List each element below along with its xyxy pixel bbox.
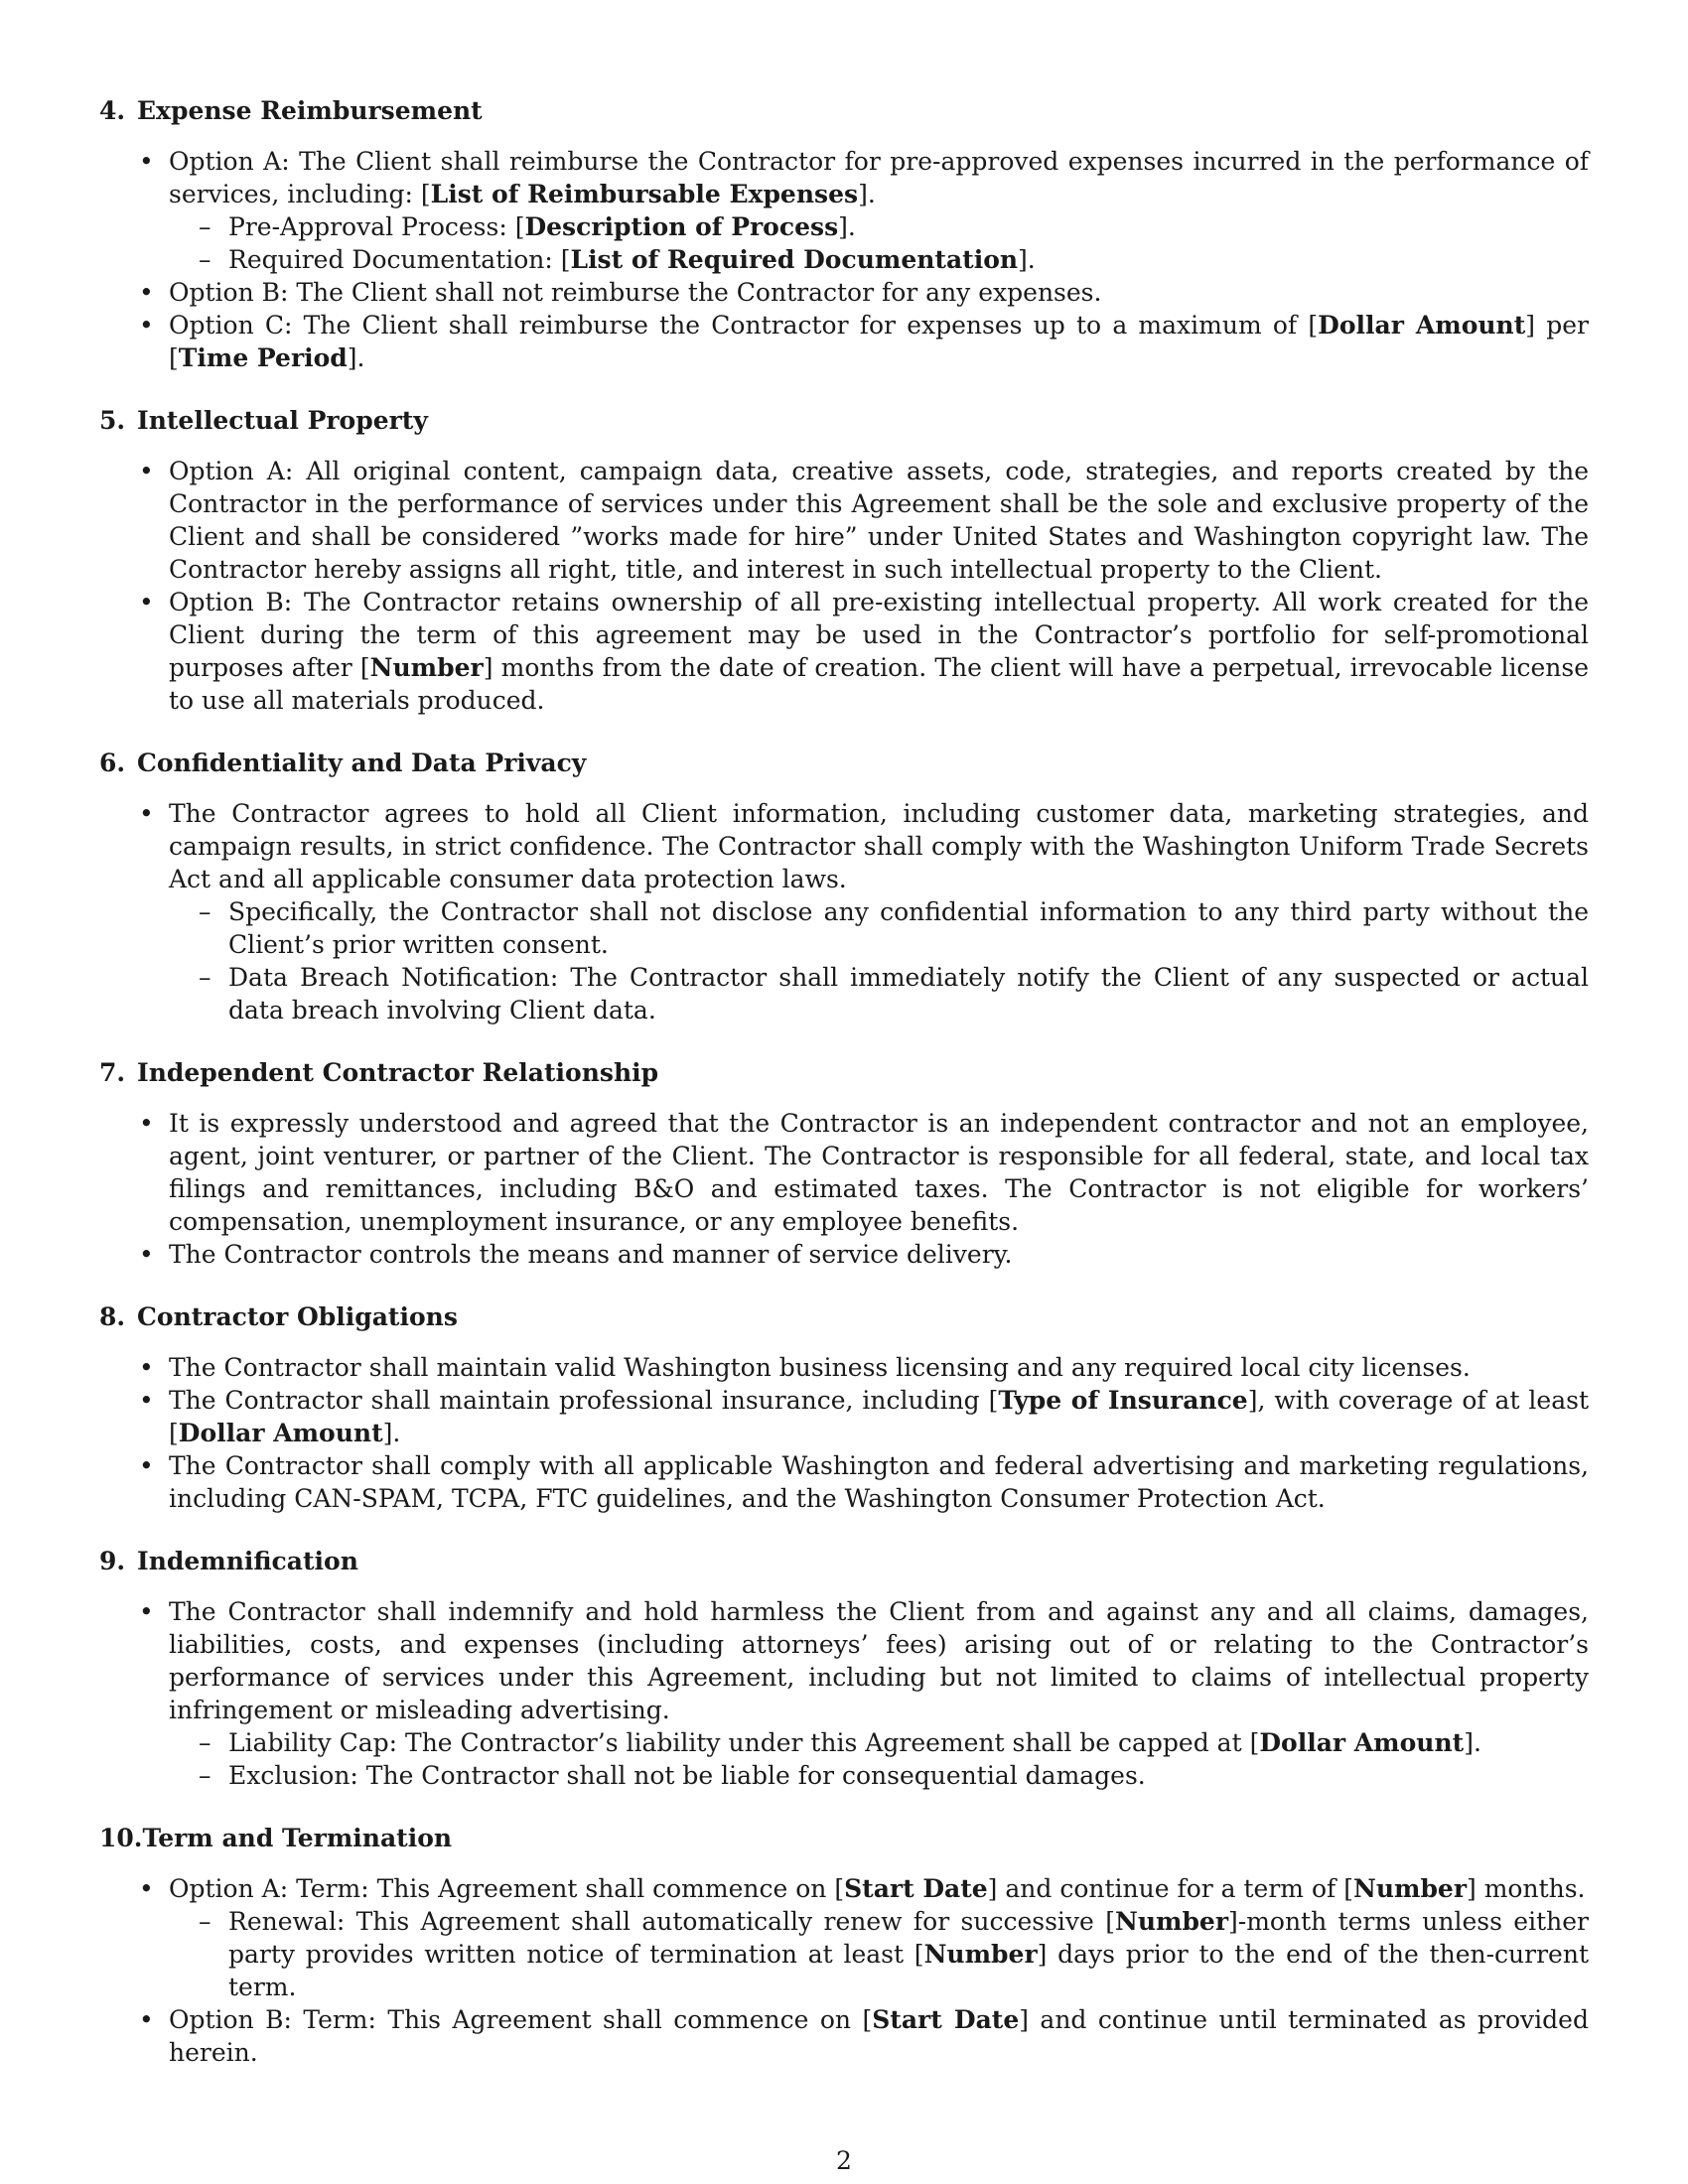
text-run: The Contractor shall comply with all applicable Washington and federal advertising and marketing regulations, including CAN-SPAM, TCPA, FTC guidelines, and the Washington Consumer Protection Act. [169, 1451, 1589, 1513]
section-heading [99, 1300, 1589, 1333]
section-number: 5. [99, 406, 126, 435]
text-run: ]. [838, 212, 856, 241]
list-item [169, 1351, 1589, 1384]
section-title: Expense Reimbursement [137, 96, 483, 125]
section [99, 747, 1589, 1026]
text-run: ], with coverage of at least [ [169, 1386, 1590, 1447]
text-run: ] and continue for a term of [ [987, 1874, 1353, 1903]
section [99, 1822, 1589, 2069]
placeholder-field: Number [923, 1940, 1038, 1969]
text-run: Option B: Term: This Agreement shall commence on [ [169, 2005, 873, 2034]
text-run: ]. [382, 1419, 401, 1447]
section [99, 1545, 1589, 1792]
section-title: Indemnification [137, 1547, 358, 1575]
text-run: ]. [1464, 1728, 1481, 1757]
text-run: Option A: All original content, campaign data, creative assets, code, strategies, and reports created by the Contractor in the performance of services under this Agreement shall be the sole and exclusive property of the Client and shall be considered ”works made for hire” under United States and Washington copyright law. The Contractor hereby assigns all right, title, and interest in such intellectual property to the Client. [169, 457, 1589, 584]
section-title: Intellectual Property [137, 406, 428, 435]
bullet-list [99, 1107, 1589, 1271]
section-number: 10. [99, 1824, 143, 1852]
section-title: Term and Termination [142, 1824, 453, 1852]
section-heading [99, 1056, 1589, 1089]
sub-list-item [228, 1726, 1589, 1759]
list-item [169, 1595, 1589, 1792]
list-item [169, 2003, 1589, 2069]
placeholder-field: Dollar Amount [1318, 311, 1526, 340]
text-run: ]. [1018, 245, 1036, 274]
text-run: ] days prior to the end of the then-current term. [228, 1940, 1589, 2001]
placeholder-field: Start Date [872, 2005, 1020, 2034]
list-item [169, 1449, 1589, 1515]
bullet-list [99, 145, 1589, 374]
sub-list-item [228, 895, 1589, 961]
section-heading [99, 1545, 1589, 1577]
bullet-list [99, 1872, 1589, 2069]
bullet-list [99, 1351, 1589, 1515]
text-run: ] and continue until terminated as provided herein. [169, 2005, 1589, 2067]
sub-list [169, 1905, 1589, 2003]
text-run: Renewal: This Agreement shall automatically renew for successive [ [228, 1907, 1115, 1936]
text-run: ]. [858, 180, 876, 208]
section-heading [99, 1822, 1589, 1854]
list-item [169, 145, 1589, 276]
placeholder-field: Number [369, 653, 484, 682]
section [99, 1056, 1589, 1271]
page-number: 2 [836, 2146, 852, 2175]
section [99, 1300, 1589, 1515]
list-item [169, 1872, 1589, 2003]
section [99, 94, 1589, 374]
section-title: Contractor Obligations [137, 1302, 458, 1331]
text-run: The Contractor shall maintain professional insurance, including [ [169, 1386, 999, 1415]
text-run: Liability Cap: The Contractor’s liability under this Agreement shall be capped at [ [228, 1728, 1260, 1757]
section-title: Confidentiality and Data Privacy [137, 749, 587, 777]
bullet-list [99, 1595, 1589, 1792]
section [99, 404, 1589, 717]
sub-list [169, 1726, 1589, 1792]
text-run: Option B: The Contractor retains ownership of all pre-existing intellectual property. All work created for the Client during the term of this agreement may be used in the Contractor’s portfolio for self-promotional purposes after [ [169, 588, 1589, 682]
list-item [169, 309, 1589, 374]
sub-list-item [228, 210, 1589, 243]
text-run: ] months. [1467, 1874, 1586, 1903]
placeholder-field: Number [1352, 1874, 1468, 1903]
bullet-list [99, 455, 1589, 717]
sub-list [169, 210, 1589, 276]
list-item [169, 276, 1589, 309]
section-heading [99, 747, 1589, 779]
sub-list-item [228, 1759, 1589, 1792]
bullet-list [99, 797, 1589, 1026]
section-heading [99, 404, 1589, 437]
text-run: ] per [ [169, 311, 1590, 372]
section-title: Independent Contractor Relationship [137, 1058, 659, 1087]
list-item [169, 586, 1589, 717]
text-run: Required Documentation: [ [228, 245, 571, 274]
section-number: 8. [99, 1302, 126, 1331]
section-heading [99, 94, 1589, 127]
sub-list-item [228, 243, 1589, 276]
text-run: Option C: The Client shall reimburse the Contractor for expenses up to a maximum of [ [169, 311, 1319, 340]
text-run: Data Breach Notification: The Contractor shall immediately notify the Client of any suspected or actual data breach involving Client data. [228, 963, 1589, 1024]
text-run: ]-month terms unless either party provides written notice of termination at least [ [228, 1907, 1589, 1969]
sub-list-item [228, 1905, 1589, 2003]
sub-list [169, 895, 1589, 1026]
text-run: Option B: The Client shall not reimburse the Contractor for any expenses. [169, 278, 1102, 307]
list-item [169, 455, 1589, 586]
section-number: 6. [99, 749, 126, 777]
placeholder-field: List of Reimbursable Expenses [430, 180, 859, 208]
placeholder-field: Time Period [178, 343, 348, 372]
text-run: Specifically, the Contractor shall not disclose any confidential information to any third party without the Client’s prior written consent. [228, 897, 1589, 959]
section-number: 7. [99, 1058, 126, 1087]
placeholder-field: Description of Process [524, 212, 839, 241]
placeholder-field: List of Required Documentation [570, 245, 1019, 274]
document-page [99, 94, 1589, 2099]
text-run: The Contractor shall indemnify and hold harmless the Client from and against any and all claims, damages, liabilities, costs, and expenses (including attorneys’ fees) arising out of or relating to the Contractor’s performance of services under this Agreement, including but not limited to claims of intellectual property infringement or misleading advertising. [169, 1597, 1589, 1724]
list-item [169, 1384, 1589, 1449]
text-run: Option A: Term: This Agreement shall commence on [ [169, 1874, 845, 1903]
list-item [169, 1238, 1589, 1271]
text-run: The Contractor controls the means and manner of service delivery. [169, 1240, 1013, 1269]
text-run: Pre-Approval Process: [ [228, 212, 525, 241]
text-run: Option A: The Client shall reimburse the Contractor for pre-approved expenses incurred in the performance of services, including: [ [169, 147, 1589, 208]
placeholder-field: Dollar Amount [178, 1419, 383, 1447]
text-run: It is expressly understood and agreed that the Contractor is an independent contractor and not an employee, agent, joint venturer, or partner of the Client. The Contractor is responsible for all federal, state, and local tax filings and remittances, including B&O and estimated taxes. The Contractor is not eligible for workers’ compensation, unemployment insurance, or any employee benefits. [169, 1109, 1589, 1236]
list-item [169, 1107, 1589, 1238]
text-run: The Contractor shall maintain valid Washington business licensing and any required local city licenses. [169, 1353, 1471, 1382]
text-run: ] months from the date of creation. The client will have a perpetual, irrevocable license to use all materials produced. [169, 653, 1590, 715]
text-run: ]. [347, 343, 365, 372]
section-number: 4. [99, 96, 126, 125]
section-number: 9. [99, 1547, 126, 1575]
placeholder-field: Type of Insurance [998, 1386, 1248, 1415]
list-item [169, 797, 1589, 1026]
sub-list-item [228, 961, 1589, 1026]
placeholder-field: Start Date [844, 1874, 988, 1903]
placeholder-field: Dollar Amount [1259, 1728, 1465, 1757]
placeholder-field: Number [1114, 1907, 1229, 1936]
text-run: Exclusion: The Contractor shall not be liable for consequential damages. [228, 1761, 1146, 1790]
text-run: The Contractor agrees to hold all Client information, including customer data, marketing strategies, and campaign results, in strict confidence. The Contractor shall comply with the Washington Uniform Trade Secrets Act and all applicable consumer data protection laws. [169, 799, 1589, 893]
